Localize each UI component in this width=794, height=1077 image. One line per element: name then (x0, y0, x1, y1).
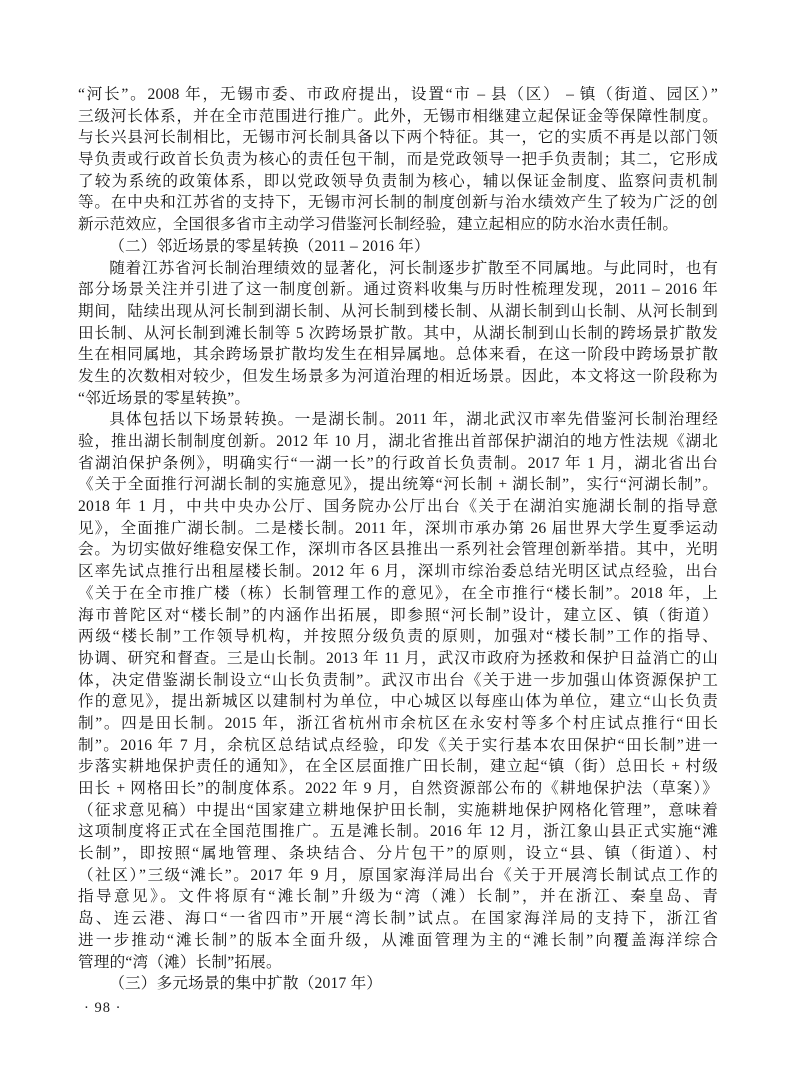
text-line: 协调、研究和督查。三是山长制。2013 年 11 月，武汉市政府为拯救和保护日益消亡的山 (78, 649, 718, 667)
text-line: 岛、连云港、海口“一省四市”开展“湾长制”试点。在国家海洋局的支持下，浙江省 (78, 910, 718, 928)
text-line: 制”。四是田长制。2015 年，浙江省杭州市余杭区在永安村等多个村庄试点推行“田长 (78, 714, 718, 732)
text-line: 2018 年 1 月，中共中央办公厅、国务院办公厅出台《关于在湖泊实施湖长制的指导意 (78, 498, 718, 516)
text-line: 导负责或行政首长负责为核心的责任包干制，而是党政领导一把手负责制；其二，它形成 (78, 151, 718, 169)
text-line: 生在相同属地，其余跨场景扩散均发生在相异属地。总体来看，在这一阶段中跨场景扩散 (78, 346, 718, 364)
text-line: 指导意见》。文件将原有“滩长制”升级为“湾（滩）长制”，并在浙江、秦皇岛、青 (78, 888, 718, 906)
text-line: 期间，陆续出现从河长制到湖长制、从河长制到楼长制、从湖长制到山长制、从河长制到 (78, 302, 718, 320)
text-line: 田长制、从河长制到滩长制等 5 次跨场景扩散。其中，从湖长制到山长制的跨场景扩散发 (78, 324, 718, 342)
text-line: 管理的“湾（滩）长制”拓展。 (78, 953, 282, 971)
text-line: 体，决定借鉴湖长制设立“山长负责制”。武汉市出台《关于进一步加强山体资源保护工 (78, 671, 718, 689)
text-line: 步落实耕地保护责任的通知》，在全区层面推广田长制，建立起“镇（街）总田长 + 村级 (78, 758, 718, 776)
text-line: （征求意见稿）中提出“国家建立耕地保护田长制，实施耕地保护网格化管理”，意味着 (78, 801, 718, 819)
text-line: “河长”。2008 年，无锡市委、市政府提出，设置“市 – 县（区） – 镇（街道、园区）” (78, 86, 718, 103)
text-line: 部分场景关注并引进了这一制度创新。通过资料收集与历时性梳理发现，2011 – 2016 年 (78, 281, 718, 299)
text-line: 了较为系统的政策体系，即以党政领导负责制为核心，辅以保证金制度、监察问责机制 (78, 172, 718, 190)
text-line: 与长兴县河长制相比，无锡市河长制具备以下两个特征。其一，它的实质不再是以部门领 (78, 129, 718, 147)
text-line: 《关于在全市推广楼（栋）长制管理工作的意见》，在全市推行“楼长制”。2018 年，上 (78, 584, 718, 602)
page-number: · 98 · (84, 1000, 122, 1016)
text-line: 这项制度将正式在全国范围推广。五是滩长制。2016 年 12 月，浙江象山县正式实施“滩 (78, 823, 718, 841)
text-line: 两级“楼长制”工作领导机构，并按照分级负责的原则，加强对“楼长制”工作的指导、 (78, 628, 718, 646)
text-line: 新示范效应，全国很多省市主动学习借鉴河长制经验，建立起相应的防水治水责任制。 (78, 216, 679, 234)
section-heading: （二）邻近场景的零星转换（2011 – 2016 年） (109, 237, 430, 255)
text-line: 省湖泊保护条例》，明确实行“一湖一长”的行政首长负责制。2017 年 1 月，湖北省出台 (78, 454, 718, 472)
text-line: 《关于全面推行河湖长制的实施意见》，提出统筹“河长制 + 湖长制”，实行“河湖长制”。 (78, 476, 718, 494)
text-line: 三级河长体系，并在全市范围进行推广。此外，无锡市相继建立起保证金等保障性制度。 (78, 107, 718, 125)
text-line: 海市普陀区对“楼长制”的内涵作出拓展，即参照“河长制”设计，建立区、镇（街道） (78, 606, 718, 624)
text-line: 具体包括以下场景转换。一是湖长制。2011 年，湖北武汉市率先借鉴河长制治理经 (109, 411, 718, 429)
text-line: “邻近场景的零星转换”。 (78, 389, 251, 407)
text-line: 随着江苏省河长制治理绩效的显著化，河长制逐步扩散至不同属地。与此同时，也有 (109, 259, 718, 277)
page-body-text (78, 84, 718, 995)
text-line: 田长 + 网格田长”的制度体系。2022 年 9 月，自然资源部公布的《耕地保护法（草案）》 (78, 780, 718, 797)
text-line: 制”。2016 年 7 月，余杭区总结试点经验，印发《关于实行基本农田保护“田长制”进一 (78, 736, 718, 754)
text-line: （社区）”三级“滩长”。2017 年 9 月，原国家海洋局出台《关于开展湾长制试点工作的 (78, 866, 718, 884)
section-heading: （三）多元场景的集中扩散（2017 年） (109, 975, 383, 993)
text-line: 作的意见》，提出新城区以建制村为单位，中心城区以每座山体为单位，建立“山长负责 (78, 693, 718, 711)
text-line: 发生的次数相对较少，但发生场景多为河道治理的相近场景。因此，本文将这一阶段称为 (78, 367, 718, 385)
text-line: 等。在中央和江苏省的支持下，无锡市河长制的制度创新与治水绩效产生了较为广泛的创 (78, 194, 718, 212)
text-line: 验，推出湖长制制度创新。2012 年 10 月，湖北省推出首部保护湖泊的地方性法规《湖北 (78, 433, 718, 450)
text-line: 长制”，即按照“属地管理、条块结合、分片包干”的原则，设立“县、镇（街道）、村 (78, 845, 718, 863)
text-line: 会。为切实做好维稳安保工作，深圳市各区县推出一系列社会管理创新举措。其中，光明 (78, 541, 718, 559)
text-line: 见》，全面推广湖长制。二是楼长制。2011 年，深圳市承办第 26 届世界大学生夏季运动 (78, 519, 718, 537)
text-line: 进一步推动“滩长制”的版本全面升级，从滩面管理为主的“滩长制”向覆盖海洋综合 (78, 931, 718, 949)
text-line: 区率先试点推行出租屋楼长制。2012 年 6 月，深圳市综治委总结光明区试点经验，出台 (78, 563, 718, 581)
